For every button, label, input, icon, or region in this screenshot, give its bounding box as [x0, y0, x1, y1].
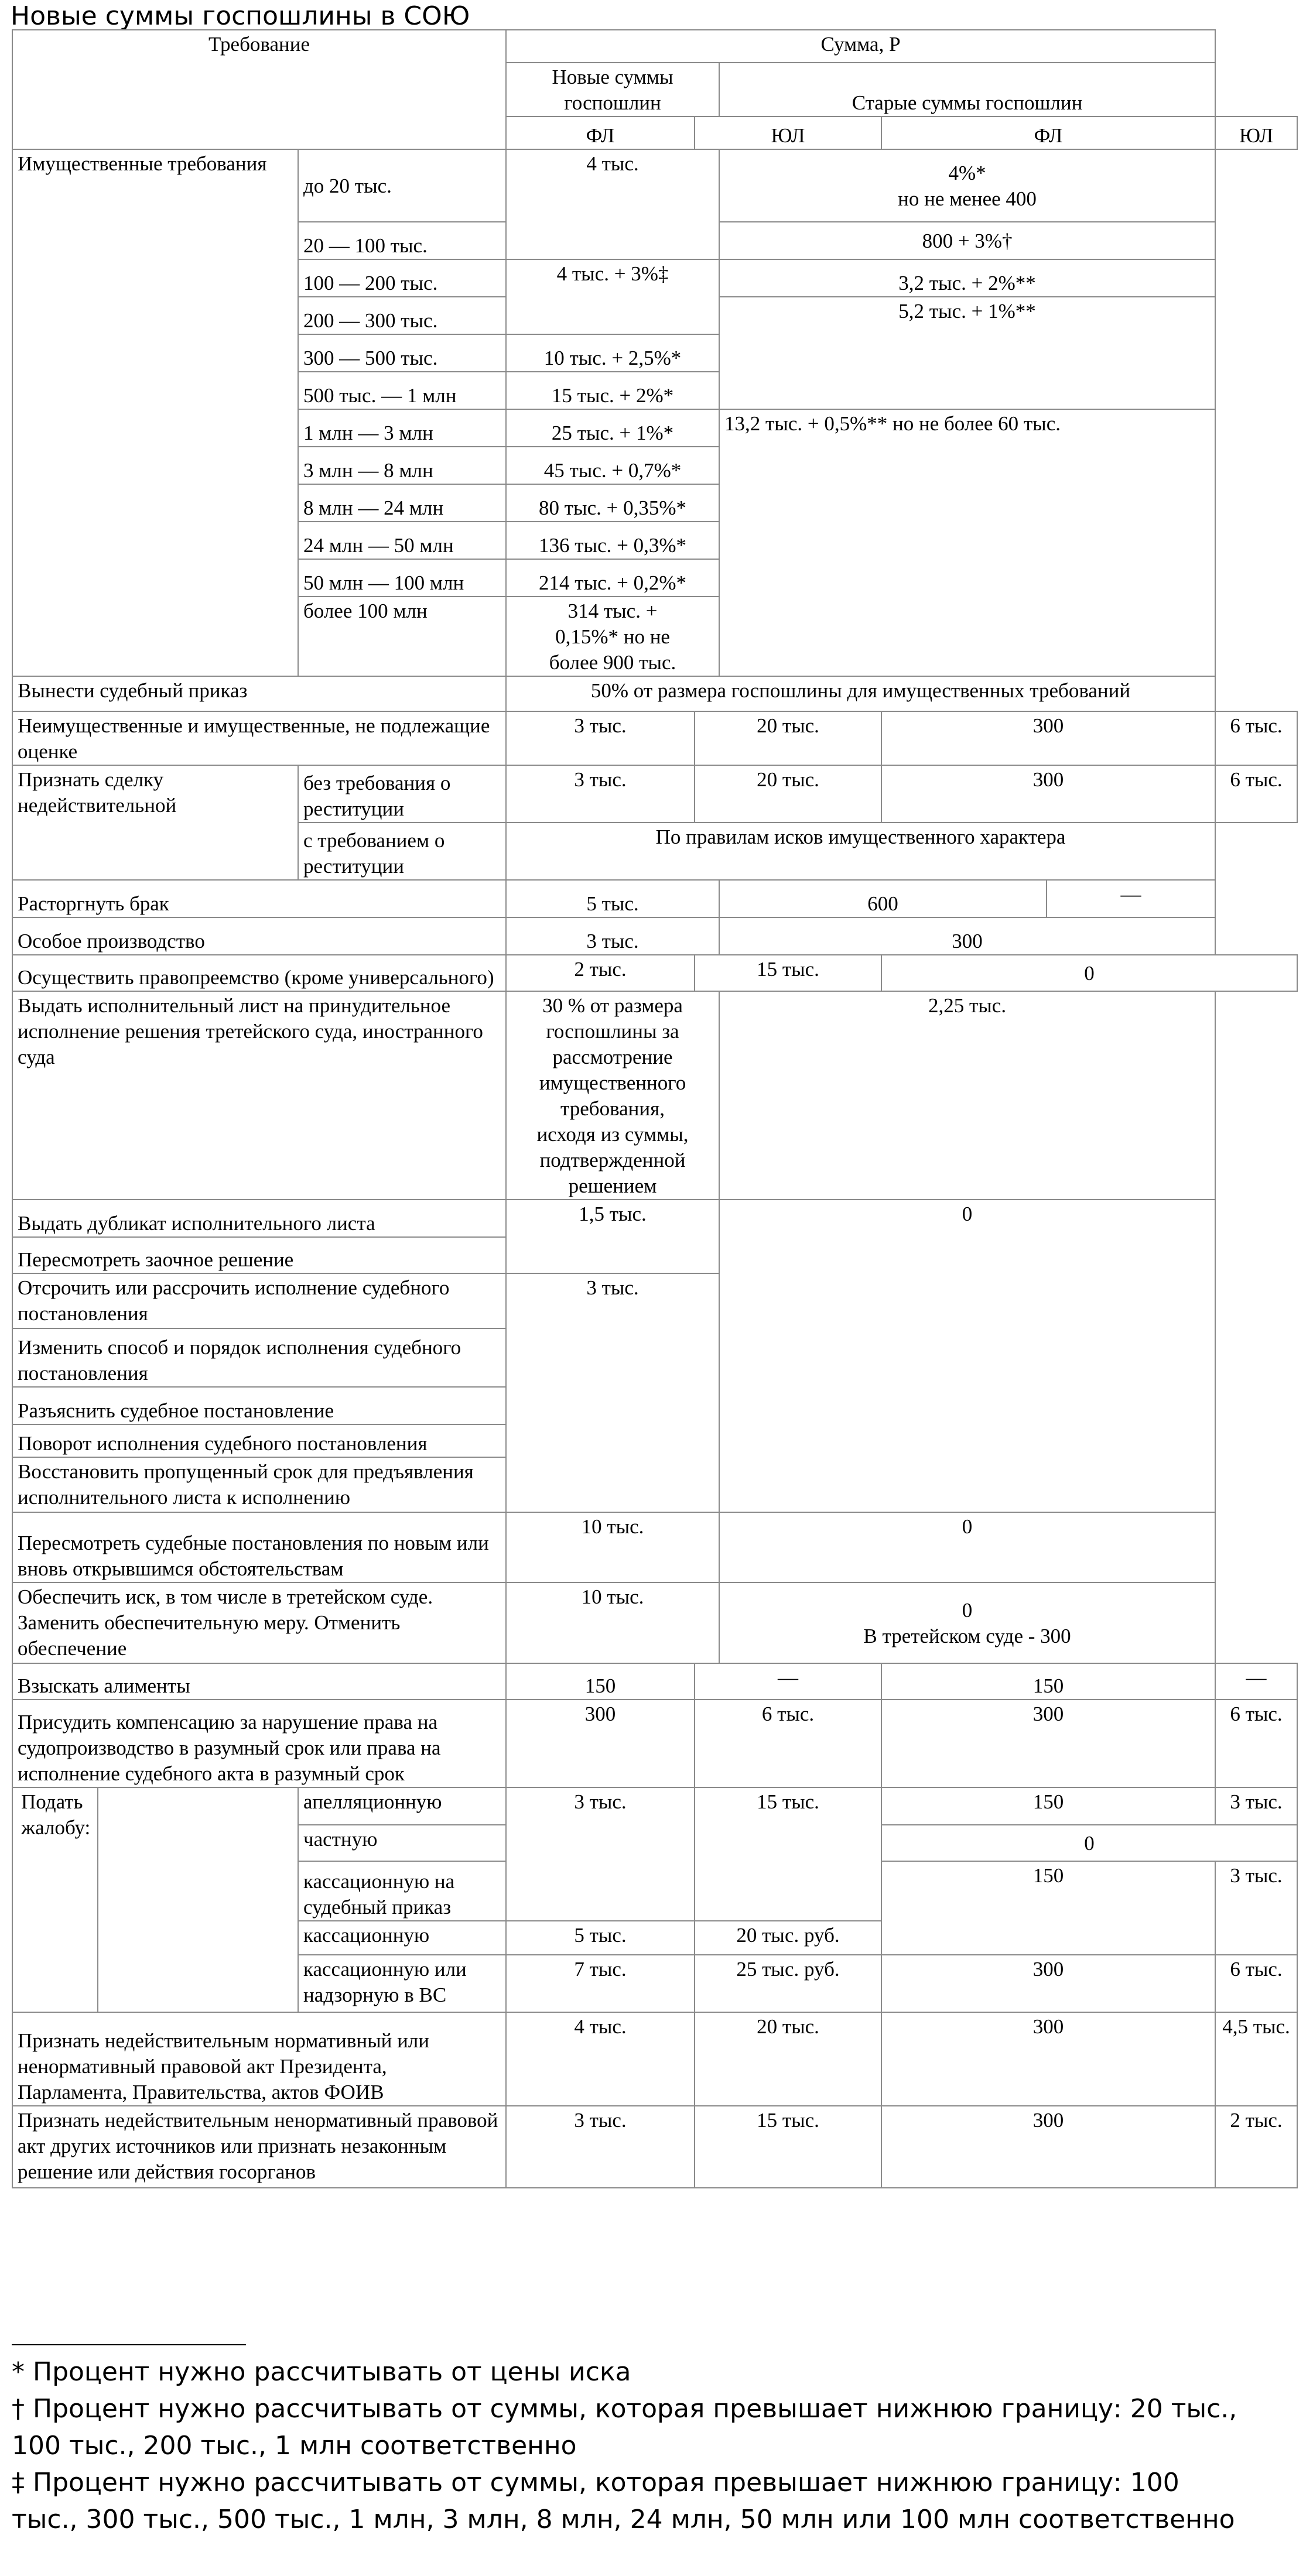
property-range: более 100 млн [298, 597, 506, 676]
new-fl-value: 3 тыс. [506, 765, 695, 823]
new-value: 3 тыс. [506, 917, 719, 955]
old-value-line: 0 [962, 1599, 973, 1622]
new-yul-value: — [695, 1663, 881, 1700]
sub-label: кассационную [298, 1921, 506, 1955]
property-old-fee [719, 149, 1215, 222]
footnote: * Процент нужно рассчитывать от цены иска [12, 2357, 631, 2387]
old-value: 0 [881, 955, 1297, 991]
old-value: 2,25 тыс. [719, 991, 1215, 1200]
property-new-fee: 314 тыс. + 0,15%* но не более 900 тыс. [506, 597, 719, 676]
property-old-fee: 800 + 3%† [719, 222, 1215, 259]
row-label: Признать сделку недействительной [12, 765, 298, 880]
property-range: 24 млн — 50 млн [298, 522, 506, 559]
old-value [719, 1582, 1215, 1663]
footnotes [12, 2354, 1253, 2538]
sub-label: с требованием о реституции [298, 823, 506, 880]
old-fl-value: 300 [881, 1700, 1215, 1787]
header-old-fees: Старые суммы госпошлин [719, 63, 1215, 117]
property-new-fee: 4 тыс. + 3%‡ [506, 259, 719, 334]
complaint-spacer [98, 1787, 298, 2012]
old-fl-value: 300 [881, 2012, 1215, 2106]
old-yul-value: 6 тыс. [1215, 1955, 1297, 2012]
header-amount: Сумма, Р [506, 30, 1215, 63]
sub-label: кассационную или надзорную в ВС [298, 1955, 506, 2012]
new-value: 30 % от размера госпошлины за рассмотрение имущественного требования, исходя из суммы, подтвержденной решением [506, 991, 719, 1200]
property-old-fee-line: но не менее 400 [898, 187, 1037, 210]
property-old-fee: 5,2 тыс. + 1%** [719, 297, 1215, 409]
old-value-line: В третейском суде - 300 [863, 1625, 1071, 1647]
old-fl-value: 150 [881, 1787, 1215, 1825]
new-yul-value: 25 тыс. руб. [695, 1955, 881, 2012]
row-label: Разъяснить судебное постановление [12, 1387, 506, 1424]
new-yul-value: 6 тыс. [695, 1700, 881, 1787]
row-label: Расторгнуть брак [12, 880, 506, 917]
property-range: 500 тыс. — 1 млн [298, 372, 506, 409]
property-new-fee: 15 тыс. + 2%* [506, 372, 719, 409]
header-old-fl: ФЛ [881, 117, 1215, 149]
new-value: 3 тыс. [506, 1273, 719, 1512]
old-value: 300 [719, 917, 1215, 955]
property-new-fee: 45 тыс. + 0,7%* [506, 447, 719, 484]
new-fl-value: 150 [506, 1663, 695, 1700]
property-old-fee-line: 4%* [948, 162, 986, 184]
new-fl-value: 5 тыс. [506, 1921, 695, 1955]
new-fl-value: 3 тыс. [506, 2106, 695, 2188]
old-value: 0 [881, 1825, 1297, 1861]
old-yul-value: — [1047, 880, 1215, 917]
old-fl-value: 300 [881, 1955, 1215, 2012]
old-yul-value: 6 тыс. [1215, 711, 1297, 765]
old-yul-value: 3 тыс. [1215, 1787, 1297, 1825]
row-label: Изменить способ и порядок исполнения судебного постановления [12, 1328, 506, 1387]
property-new-fee: 136 тыс. + 0,3%* [506, 522, 719, 559]
property-new-fee: 80 тыс. + 0,35%* [506, 484, 719, 522]
old-value: 0 [719, 1512, 1215, 1582]
row-label: Подать жалобу: [12, 1787, 98, 2012]
old-fl-value: 300 [881, 711, 1215, 765]
row-label: Пересмотреть заочное решение [12, 1237, 506, 1273]
old-fl-value: 150 [881, 1861, 1215, 1955]
row-label: Взыскать алименты [12, 1663, 506, 1700]
old-yul-value: 2 тыс. [1215, 2106, 1297, 2188]
header-old-yul: ЮЛ [1215, 117, 1297, 149]
property-range: 1 млн — 3 млн [298, 409, 506, 447]
old-yul-value: 4,5 тыс. [1215, 2012, 1297, 2106]
row-label: Выдать исполнительный лист на принудительное исполнение решения третейского суда, иностранного суда [12, 991, 506, 1200]
sub-label: кассационную на судебный приказ [298, 1861, 506, 1921]
property-range: 50 млн — 100 млн [298, 559, 506, 597]
property-range: 20 — 100 тыс. [298, 222, 506, 259]
new-value: 10 тыс. [506, 1582, 719, 1663]
property-range: 8 млн — 24 млн [298, 484, 506, 522]
new-fl-value: 7 тыс. [506, 1955, 695, 2012]
old-yul-value: 3 тыс. [1215, 1861, 1297, 1955]
new-fl-value: 300 [506, 1700, 695, 1787]
old-fl-value: 600 [719, 880, 1047, 917]
fee-table [12, 29, 1298, 2188]
row-value: По правилам исков имущественного характера [506, 823, 1215, 880]
row-label: Признать недействительным нормативный или ненормативный правовой акт Президента, Парламента, Правительства, актов ФОИВ [12, 2012, 506, 2106]
row-label: Осуществить правопреемство (кроме универсального) [12, 955, 506, 991]
old-fl-value: 300 [881, 2106, 1215, 2188]
footnote: † Процент нужно рассчитывать от суммы, которая превышает нижнюю границу: 20 тыс., 100 тыс., 200 тыс., 1 млн соответственно [12, 2394, 1237, 2461]
row-value: 50% от размера госпошлины для имущественных требований [506, 676, 1215, 711]
new-yul-value: 20 тыс. [695, 711, 881, 765]
footnote: ‡ Процент нужно рассчитывать от суммы, которая превышает нижнюю границу: 100 тыс., 300 тыс., 500 тыс., 1 млн, 3 млн, 8 млн, 24 млн, 50 млн или 100 млн соответственно [12, 2468, 1235, 2534]
row-label: Выдать дубликат исполнительного листа [12, 1200, 506, 1237]
new-yul-value: 20 тыс. [695, 2012, 881, 2106]
property-new-fee: 4 тыс. [506, 149, 719, 259]
new-value: 5 тыс. [506, 880, 719, 917]
footnote-divider [12, 2344, 246, 2345]
property-new-fee: 214 тыс. + 0,2%* [506, 559, 719, 597]
property-old-fee: 13,2 тыс. + 0,5%** но не более 60 тыс. [719, 409, 1215, 676]
old-yul-value: — [1215, 1663, 1297, 1700]
property-claims-label: Имущественные требования [12, 149, 298, 676]
sub-label: апелляционную [298, 1787, 506, 1825]
row-label: Присудить компенсацию за нарушение права на судопроизводство в разумный срок или права на исполнение судебного акта в разумный срок [12, 1700, 506, 1787]
old-yul-value: 6 тыс. [1215, 765, 1297, 823]
old-fl-value: 300 [881, 765, 1215, 823]
row-label: Вынести судебный приказ [12, 676, 506, 711]
row-label: Отсрочить или рассрочить исполнение судебного постановления [12, 1273, 506, 1328]
new-fl-value: 3 тыс. [506, 711, 695, 765]
sub-label: частную [298, 1825, 506, 1861]
header-new-fl: ФЛ [506, 117, 695, 149]
property-range: 3 млн — 8 млн [298, 447, 506, 484]
property-range: 300 — 500 тыс. [298, 334, 506, 372]
row-label: Неимущественные и имущественные, не подлежащие оценке [12, 711, 506, 765]
new-yul-value: 15 тыс. [695, 1787, 881, 1921]
page-title: Новые суммы госпошлины в СОЮ [11, 1, 470, 31]
row-label: Обеспечить иск, в том числе в третейском суде. Заменить обеспечительную меру. Отменить обеспечение [12, 1582, 506, 1663]
old-fl-value: 150 [881, 1663, 1215, 1700]
old-value: 0 [719, 1200, 1215, 1512]
property-new-fee: 25 тыс. + 1%* [506, 409, 719, 447]
header-requirement: Требование [12, 30, 506, 149]
sub-label: без требования о реституции [298, 765, 506, 823]
new-fl-value: 2 тыс. [506, 955, 695, 991]
property-range: до 20 тыс. [298, 149, 506, 222]
new-fl-value: 3 тыс. [506, 1787, 695, 1921]
new-value: 10 тыс. [506, 1512, 719, 1582]
header-new-fees: Новые суммы госпошлин [506, 63, 719, 117]
property-old-fee: 3,2 тыс. + 2%** [719, 259, 1215, 297]
property-range: 100 — 200 тыс. [298, 259, 506, 297]
old-yul-value: 6 тыс. [1215, 1700, 1297, 1787]
row-label: Восстановить пропущенный срок для предъявления исполнительного листа к исполнению [12, 1457, 506, 1512]
property-range: 200 — 300 тыс. [298, 297, 506, 334]
new-yul-value: 15 тыс. [695, 2106, 881, 2188]
new-yul-value: 20 тыс. [695, 765, 881, 823]
new-yul-value: 15 тыс. [695, 955, 881, 991]
property-new-fee: 10 тыс. + 2,5%* [506, 334, 719, 372]
row-label: Особое производство [12, 917, 506, 955]
row-label: Пересмотреть судебные постановления по новым или вновь открывшимся обстоятельствам [12, 1512, 506, 1582]
row-label: Поворот исполнения судебного постановления [12, 1424, 506, 1457]
new-fl-value: 4 тыс. [506, 2012, 695, 2106]
new-value: 1,5 тыс. [506, 1200, 719, 1273]
new-yul-value: 20 тыс. руб. [695, 1921, 881, 1955]
header-new-yul: ЮЛ [695, 117, 881, 149]
row-label: Признать недействительным ненормативный правовой акт других источников или признать незаконным решение или действия госорганов [12, 2106, 506, 2188]
